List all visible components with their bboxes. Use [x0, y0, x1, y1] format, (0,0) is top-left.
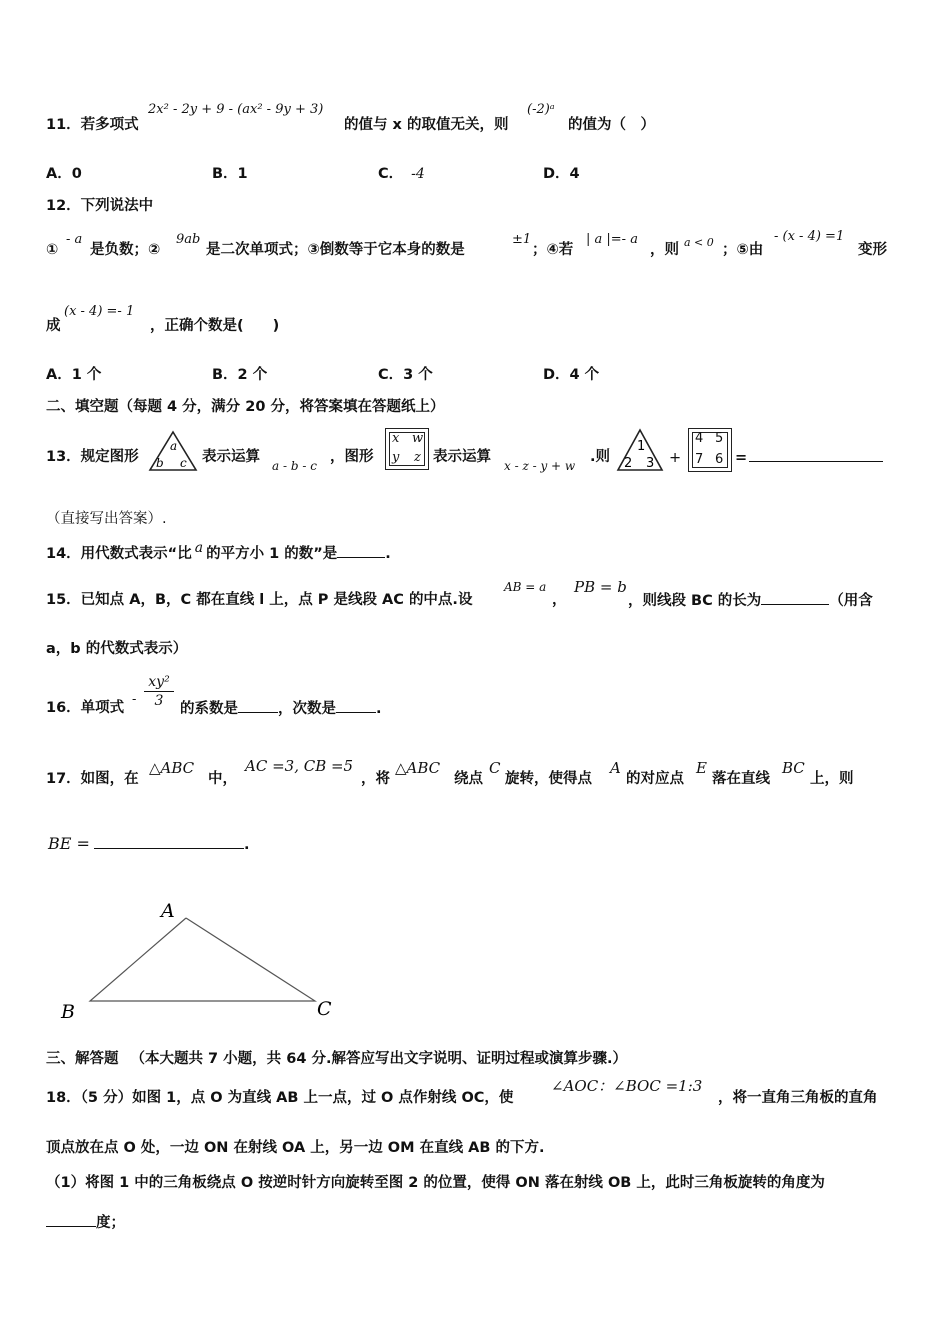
q17-a: 17．如图，在 [46, 771, 139, 787]
fig-label-c: C [317, 998, 332, 1020]
q17-f: 的对应点 [626, 771, 684, 787]
q13-op2-label: 表示运算 [433, 449, 491, 465]
q18-ratio: ∠AOC：∠BOC =1:3 [551, 1077, 703, 1095]
q11-option-a[interactable]: A．0 [46, 166, 82, 182]
q12-line2-b: ，正确个数是( ) [150, 318, 280, 334]
q12-option-c[interactable]: C．3 个 [378, 367, 433, 383]
q18-sub1-end: 度； [46, 1212, 125, 1233]
q12-line1-e: ，则 [650, 242, 679, 258]
q17-be: BE = . [48, 834, 250, 853]
q17-line-bc: BC [782, 759, 805, 777]
q11-option-c[interactable]: C． -4 [378, 166, 425, 182]
q11-suffix: 的值为（ ） [568, 117, 655, 133]
q12-line1-c: 是二次单项式；③倒数等于它本身的数是 [206, 242, 465, 258]
q16-coefficient-blank[interactable] [238, 698, 278, 713]
box-tr: w [412, 431, 424, 446]
q17-tri: △ABC [149, 759, 195, 777]
q13-equals: = [735, 447, 883, 468]
q12-option-b[interactable]: B．2 个 [212, 367, 268, 383]
q11-mid: 的值与 x 的取值无关，则 [344, 117, 509, 133]
q13-prefix: 13．规定图形 [46, 449, 139, 465]
q12-option-a[interactable]: A．1 个 [46, 367, 102, 383]
q13-comma: ，图形 [330, 449, 374, 465]
q12-line1-f: ；⑤由 [722, 242, 764, 258]
q17-c: ，将 [361, 771, 390, 787]
box-br: z [414, 450, 421, 465]
q12-eq2: (x - 4) =- 1 [64, 304, 135, 319]
triangle-symbol [148, 430, 198, 472]
q17-d: 绕点 [454, 771, 483, 787]
fig-label-b: B [61, 1001, 75, 1023]
b2-br: 6 [715, 452, 724, 467]
q15-pb-b: PB = b [574, 578, 627, 596]
q12-nine-ab: 9ab [176, 232, 201, 247]
q17-point-c: C [489, 759, 501, 777]
q11-prefix: 11．若多项式 [46, 117, 139, 133]
q12-line1-g: 变形 [858, 242, 887, 258]
triangle-123 [616, 428, 664, 472]
q14-answer-blank[interactable] [337, 543, 385, 558]
q13-op1-expr: a - b - c [272, 459, 317, 473]
q13-then: .则 [590, 449, 611, 465]
t2-left: 2 [624, 456, 633, 471]
q12-line1-d: ；④若 [532, 242, 574, 258]
section-2-heading: 二、填空题（每题 4 分，满分 20 分，将答案填在答题纸上） [46, 399, 445, 415]
q11-polynomial: 2x² - 2y + 9 - (ax² - 9y + 3) [148, 102, 324, 117]
box-4576 [688, 428, 732, 472]
section-3-heading: 三、解答题 （本大题共 7 小题，共 64 分.解答应写出文字说明、证明过程或演算步骤.） [46, 1051, 627, 1067]
q15-sep: ， [552, 592, 567, 608]
q14: 14．用代数式表示“比 a 的平方小 1 的数”是 . [46, 540, 391, 562]
q17-tri2: △ABC [395, 759, 441, 777]
q17-h: 上，则 [810, 771, 854, 787]
b2-tl: 4 [695, 431, 704, 446]
q13-op1-label: 表示运算 [202, 449, 260, 465]
q16-b: 的系数是 ，次数是 . [180, 698, 382, 719]
q12-a-lt-0: a < 0 [684, 236, 714, 249]
q17-point-e: E [696, 759, 707, 777]
q18-a: 18．（5 分）如图 1，点 O 为直线 AB 上一点，过 O 点作射线 OC，使 [46, 1090, 514, 1106]
box-tl: x [392, 431, 400, 446]
q18-sub1: （1）将图 1 中的三角板绕点 O 按逆时针方向旋转至图 2 的位置，使得 ON 落在射线 OB 上，此时三角板旋转的角度为 [46, 1175, 825, 1191]
q11-option-d[interactable]: D．4 [543, 166, 580, 182]
q11-option-b[interactable]: B．1 [212, 166, 248, 182]
q13-answer-blank[interactable] [749, 447, 883, 462]
q12-pm1: ±1 [512, 232, 532, 247]
q16-numerator: xy² [148, 674, 170, 690]
q17-g: 落在直线 [712, 771, 770, 787]
q15-ab-a: AB = a [504, 580, 547, 594]
q15-b: ，则线段 BC 的长为 （用含 [628, 590, 873, 611]
q18-b: ，将一直角三角板的直角 [718, 1090, 878, 1106]
q16-fraction [144, 674, 174, 709]
box-symbol [385, 428, 429, 470]
q12-neg-a: - a [66, 232, 83, 247]
q18-answer-blank[interactable] [46, 1212, 96, 1227]
q12-eq1: - (x - 4) =1 [774, 229, 845, 244]
tri-right: c [180, 456, 187, 470]
q15-line2: a，b 的代数式表示） [46, 641, 188, 657]
q13-plus: + [669, 450, 682, 466]
q16-denominator: 3 [154, 693, 164, 709]
q16-neg: - [132, 692, 137, 707]
t2-right: 3 [646, 456, 655, 471]
q15-answer-blank[interactable] [761, 590, 829, 605]
q12-line2-a: 成 [46, 318, 61, 334]
q17-answer-blank[interactable] [94, 834, 244, 849]
q15-a: 15．已知点 A，B，C 都在直线 l 上，点 P 是线段 AC 的中点.设 [46, 592, 473, 608]
q12-line1-a: ① [46, 242, 59, 258]
q12-option-d[interactable]: D．4 个 [543, 367, 600, 383]
t2-top: 1 [637, 439, 646, 454]
q17-e: 旋转，使得点 [505, 771, 592, 787]
triangle-abc-figure [55, 895, 355, 1025]
q13-note: （直接写出答案）. [46, 511, 167, 527]
q16-degree-blank[interactable] [336, 698, 376, 713]
q12-title: 12．下列说法中 [46, 198, 154, 214]
q17-point-a: A [610, 759, 621, 777]
b2-bl: 7 [695, 452, 704, 467]
q16-a: 16．单项式 [46, 700, 125, 716]
fig-label-a: A [161, 900, 175, 922]
box-bl: y [392, 450, 400, 465]
q12-abs: | a |=- a [586, 232, 638, 247]
tri-left: b [156, 456, 164, 470]
q11-power: (-2)ᵃ [527, 102, 555, 117]
q17-given: AC =3, CB =5 [245, 757, 354, 775]
q13-op2-expr: x - z - y + w [504, 459, 576, 473]
q18-line2: 顶点放在点 O 处，一边 ON 在射线 OA 上，另一边 OM 在直线 AB 的下方. [46, 1140, 545, 1156]
q17-b: 中， [208, 771, 237, 787]
b2-tr: 5 [715, 431, 724, 446]
tri-top: a [170, 439, 178, 453]
q12-line1-b: 是负数；② [90, 242, 161, 258]
